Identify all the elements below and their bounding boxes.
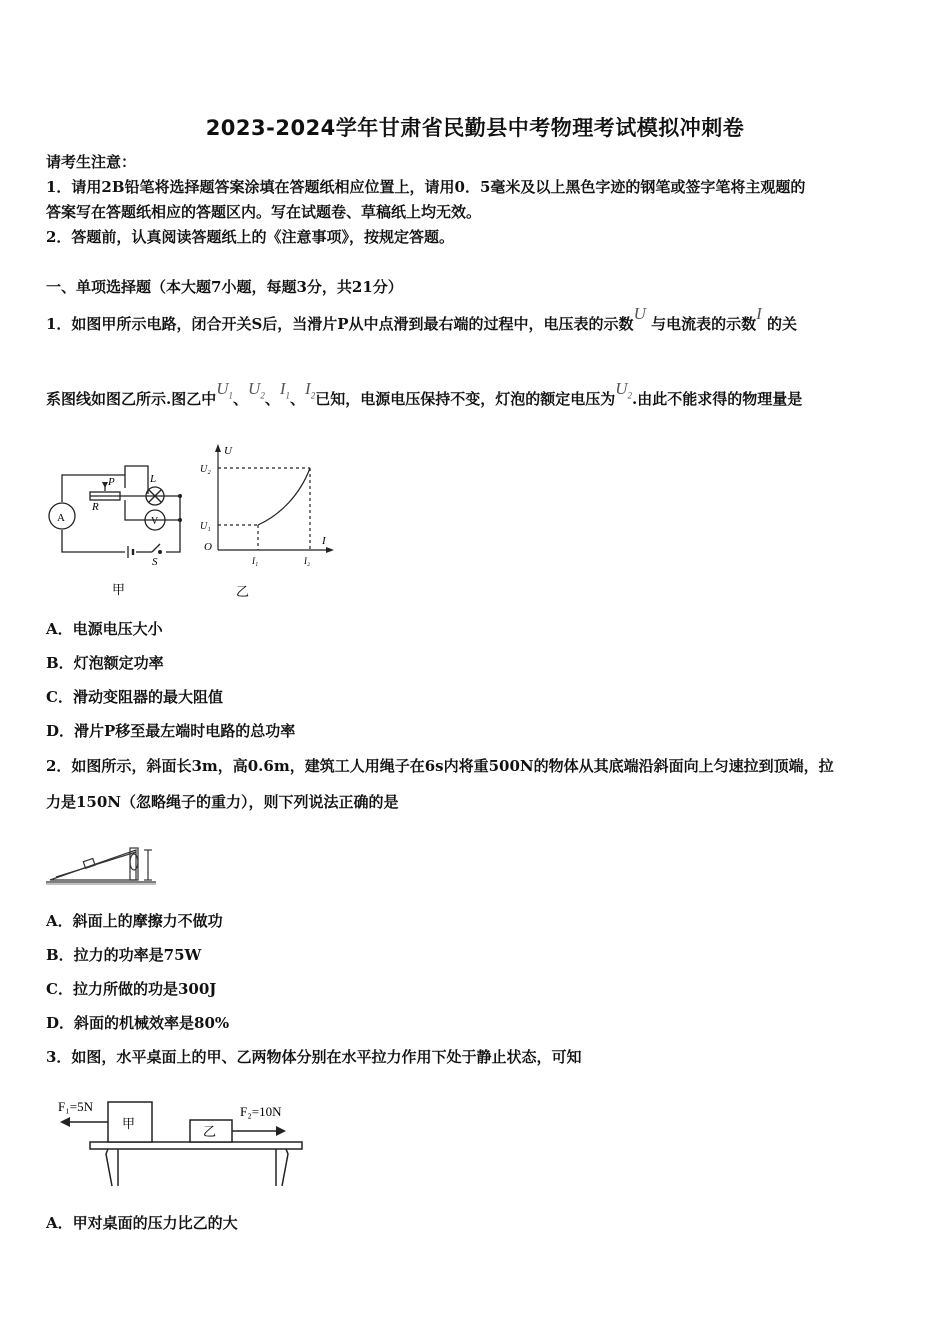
graph-tick-u2: U₂ (200, 464, 211, 475)
u-axis-arrow-icon (215, 444, 221, 452)
lamp-label: L (150, 473, 157, 485)
variable-i1: $I_1$ (279, 379, 290, 401)
q2-option-c: C．拉力所做的功是300J (46, 980, 217, 998)
f2-arrow-icon (276, 1126, 286, 1136)
q2-option-a: A．斜面上的摩擦力不做功 (46, 912, 223, 930)
slider-label: P (108, 476, 115, 488)
notice-line: 1．请用2B铅笔将选择题答案涂填在答题纸相应位置上，请用0．5毫米及以上黑色字迹的钢笔或签字笔将主观题的 (46, 178, 806, 196)
ammeter-label: A (57, 512, 65, 524)
circuit-and-graph-figure (40, 440, 350, 605)
switch-label: S (152, 556, 158, 568)
graph-tick-i2: I₂ (304, 556, 311, 566)
force-f1-label: F₁=5N (58, 1099, 93, 1114)
notice-line: 答案写在答题纸相应的答题区内。写在试题卷、草稿纸上均无效。 (46, 203, 482, 221)
q2-option-d: D．斜面的机械效率是80% (46, 1014, 230, 1032)
rheostat-label: R (92, 501, 99, 513)
figure-label-jia: 甲 (112, 582, 126, 597)
graph-axis-u: U (224, 445, 232, 457)
question-3-line-1: 3．如图，水平桌面上的甲、乙两物体分别在水平拉力作用下处于静止状态，可知 (46, 1048, 582, 1066)
question-1-line-1: 1．如图甲所示电路，闭合开关S后，当滑片P从中点滑到最右端的过程中，电压表的示数U 与电流表的示数I 的关 (46, 304, 798, 333)
figure-label-yi: 乙 (236, 584, 250, 599)
object-jia-label: 甲 (122, 1116, 136, 1131)
section-heading: 一、单项选择题（本大题7小题，每题3分，共21分） (46, 278, 403, 296)
force-f2-label: F₂=10N (240, 1104, 282, 1119)
variable-u2-rated: $U_2$ (615, 379, 632, 401)
q3-option-a: A．甲对桌面的压力比乙的大 (46, 1214, 238, 1232)
question-2-line-1: 2．如图所示，斜面长3m，高0.6m，建筑工人用绳子在6s内将重500N的物体从其底端沿斜面向上匀速拉到顶端，拉 (46, 757, 834, 775)
variable-u1: $U_1$ (216, 379, 234, 401)
question-1-line-2: 系图线如图乙所示.图乙中$U_1$、$U_2$、$I_1$、$I_2$已知，电源电压保持不变，灯泡的额定电压为$U_2$.由此不能求得的物理量是 (46, 379, 803, 408)
variable-i2: $I_2$ (305, 379, 316, 401)
q1-option-b: B．灯泡额定功率 (46, 654, 164, 672)
incline-figure (44, 836, 162, 890)
question-2-line-2: 力是150N（忽略绳子的重力），则下列说法正确的是 (46, 793, 399, 811)
f1-arrow-icon (60, 1117, 70, 1127)
variable-u2: $U_2$ (248, 379, 265, 401)
table-forces-figure (54, 1094, 314, 1194)
q1-option-c: C．滑动变阻器的最大阻值 (46, 688, 223, 706)
variable-i: I (756, 304, 762, 323)
graph-axis-i: I (322, 535, 326, 547)
page-title: 2023-2024学年甘肃省民勤县中考物理考试模拟冲刺卷 (205, 116, 745, 140)
q1-option-a: A．电源电压大小 (46, 620, 163, 638)
graph-tick-i1: I₁ (252, 556, 259, 566)
q2-option-b: B．拉力的功率是75W (46, 946, 202, 964)
notice-heading: 请考生注意： (46, 153, 137, 171)
graph-origin: O (204, 541, 212, 553)
q1-option-d: D．滑片P移至最左端时电路的总功率 (46, 722, 296, 740)
object-yi-label: 乙 (203, 1124, 217, 1139)
voltmeter-label: V (151, 516, 159, 527)
i-axis-arrow-icon (326, 547, 334, 553)
variable-u: U (633, 304, 646, 323)
graph-tick-u1: U₁ (200, 521, 211, 532)
notice-line: 2．答题前，认真阅读答题纸上的《注意事项》，按规定答题。 (46, 228, 454, 246)
